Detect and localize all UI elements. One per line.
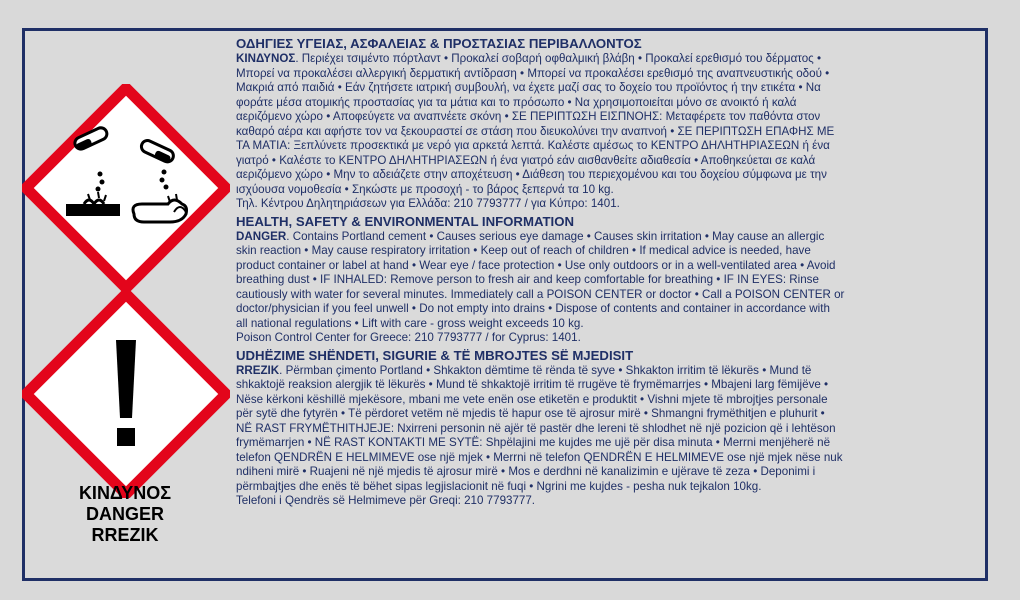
- poison-center-line-english: Poison Control Center for Greece: 210 7793777 / for Cyprus: 1401.: [236, 331, 581, 344]
- section-line: γιατρό • Καλέστε το ΚΕΝΤΡΟ ΔΗΛΗΤΗΡΙΑΣΕΩΝ ή ένα γιατρό εάν αισθανθείτε αδιαθεσία • Αποθηκεύεται σε καλά: [236, 153, 816, 167]
- section-line: Μακριά από παιδιά • Εάν ζητήσετε ιατρική συμβουλή, να έχετε μαζί σας το δοχείο του προϊόντος ή την ετικέτα • Να: [236, 81, 821, 94]
- section-line: Μπορεί να προκαλέσει αλλεργική δερματική αντίδραση • Μπορεί να προκαλέσει ερεθισμό της αναπνευστικής οδού •: [236, 66, 830, 80]
- section-line: breathing dust • IF INHALED: Remove person to fresh air and keep comfortable for breathing • IF IN EYES: Rinse: [236, 273, 819, 286]
- section-line: DANGER. Contains Portland cement • Causes serious eye damage • Causes skin irritation • May cause an allergic: [236, 229, 825, 243]
- pictogram-column: [25, 31, 243, 578]
- section-title-albanian: UDHËZIME SHËNDETI, SIGURIE & TË MBROJTES SË MJEDISIT: [236, 347, 634, 363]
- section-line: telefon QENDRËN E HELMIMEVE ose një mjek • Merrni në telefon QENDRËN E HELMIMEVE ose një mjek nëse nuk: [236, 450, 843, 464]
- section-greek: [236, 36, 976, 212]
- section-line: φοράτε μέσα ατομικής προστασίας για τα μάτια και το πρόσωπο • Να χρησιμοποιείται μόνο σε ανοικτό ή καλά: [236, 95, 797, 109]
- section-title-english: HEALTH, SAFETY & ENVIRONMENTAL INFORMATION: [236, 213, 574, 229]
- section-line: shkaktojë reaksion alergjik të lëkurës • Mund të shkaktojë irritim të rrugëve të frymëmarrjes • Mbajeni larg fëmijëve •: [236, 378, 829, 391]
- section-line: product container or label at hand • Wear eye / face protection • Use only outdoors or in a well-ventilated area • Avoid: [236, 258, 836, 272]
- section-line: doctor/physician if you feel unwell • Do not empty into drains • Dispose of contents and container in accordance with: [236, 302, 830, 315]
- section-line: RREZIK. Përmban çimento Portland • Shkakton dëmtime të rënda të syve • Shkakton irritim të lëkurës • Mund të: [236, 363, 812, 377]
- section-english: [236, 214, 976, 346]
- label-frame: [22, 28, 988, 581]
- section-line: skin reaction • May cause respiratory irritation • Keep out of reach of children • If medical advice is needed, have: [236, 244, 811, 257]
- corrosion-pictogram: [22, 84, 230, 292]
- section-line: cautiously with water for several minutes. Immediately call a POISON CENTER or doctor • Call a POISON CENTER or: [236, 287, 845, 301]
- section-line: përmbajtjes dhe enës të bëhet sipas legjislacionit në fuqi • Ngrini me kujdes - pesha nuk tejkalon 10kg.: [236, 479, 762, 493]
- exclamation-pictogram: [22, 290, 230, 498]
- signal-word-english: DANGER: [236, 229, 287, 243]
- section-line: ΚΙΝΔΥΝΟΣ. Περιέχει τσιμέντο πόρτλαντ • Προκαλεί σοβαρή οφθαλμική βλάβη • Προκαλεί ερεθισμό του δέρματος •: [236, 52, 822, 65]
- hazard-words: [25, 483, 225, 546]
- hazard-word-english: DANGER: [85, 504, 164, 524]
- hazard-word-greek: ΚΙΝΔΥΝΟΣ: [78, 483, 172, 503]
- exclamation-mark-icon: [22, 290, 230, 498]
- poison-center-line-albanian: Telefoni i Qendrës së Helmimeve për Greqi: 210 7793777.: [236, 494, 536, 507]
- section-line: ΤΑ ΜΑΤΙΑ: Ξεπλύνετε προσεκτικά με νερό για αρκετά λεπτά. Καλέστε αμέσως το ΚΕΝΤΡΟ ΔΗΛΗΤΗΡΙΑΣΕΩΝ ή ένα: [236, 139, 830, 152]
- corrosion-icon: [22, 84, 230, 292]
- signal-word-greek: ΚΙΝΔΥΝΟΣ: [236, 52, 296, 65]
- hazard-word-albanian: RREZIK: [91, 525, 159, 545]
- section-line: për sytë dhe fytyrën • Të përdoret vetëm në mjedis të hapur ose të ajrosur mirë • Shmangni frymëthitjen e pluhurit •: [236, 407, 825, 420]
- text-column: [236, 36, 976, 511]
- section-line: Nëse kërkoni këshillë mjekësore, mbani me vete enën ose etiketën e produktit • Vishni mjete të mbrojtjes personale: [236, 392, 828, 406]
- section-line: καθαρό αέρα και αφήστε τον να ξεκουραστεί σε στάση που διευκολύνει την αναπνοή • ΣΕ ΠΕΡΙΠΤΩΣΗ ΕΠΑΦΗΣ ΜΕ: [236, 124, 835, 138]
- section-albanian: [236, 348, 976, 509]
- section-title-greek: ΟΔΗΓΙΕΣ ΥΓΕΙΑΣ, ΑΣΦΑΛΕΙΑΣ & ΠΡΟΣΤΑΣΙΑΣ ΠΕΡΙΒΑΛΛΟΝΤΟΣ: [236, 36, 642, 51]
- section-line: ndiheni mirë • Ruajeni në një mjedis të ajrosur mirë • Mos e derdhni në kanalizimin e ujërave të zeza • Deponimi i: [236, 465, 816, 478]
- section-line: αεριζόμενο χώρο • Αποφεύγετε να αναπνέετε σκόνη • ΣΕ ΠΕΡΙΠΤΩΣΗ ΕΙΣΠΝΟΗΣ: Μεταφέρετε τον παθόντα στον: [236, 110, 821, 123]
- section-line: NË RAST FRYMËTHITHJEJE: Nxirreni personin në ajër të pastër dhe lereni të shlodhet në një pozicion që i lehtëson: [236, 421, 836, 435]
- poison-center-line-greek: Τηλ. Κέντρου Δηλητηριάσεων για Ελλάδα: 210 7793777 / για Κύπρο: 1401.: [236, 197, 620, 210]
- section-line: αεριζόμενο χώρο • Μην το αδειάζετε στην αποχέτευση • Διάθεση του περιεχομένου και του δοχείου σύμφωνα με την: [236, 168, 827, 181]
- signal-word-albanian: RREZIK: [236, 363, 280, 377]
- section-line: ισχύουσα νομοθεσία • Σηκώστε με προσοχή - το βάρος ξεπερνά τα 10 kg.: [236, 182, 614, 196]
- section-line: all national regulations • Lift with care - gross weight exceeds 10 kg.: [236, 316, 584, 330]
- section-line: frymëmarrjen • NË RAST KONTAKTI ME SYTË: Shpëlajini me kujdes me ujë për disa minuta • Merrni menjëherë në: [236, 436, 831, 449]
